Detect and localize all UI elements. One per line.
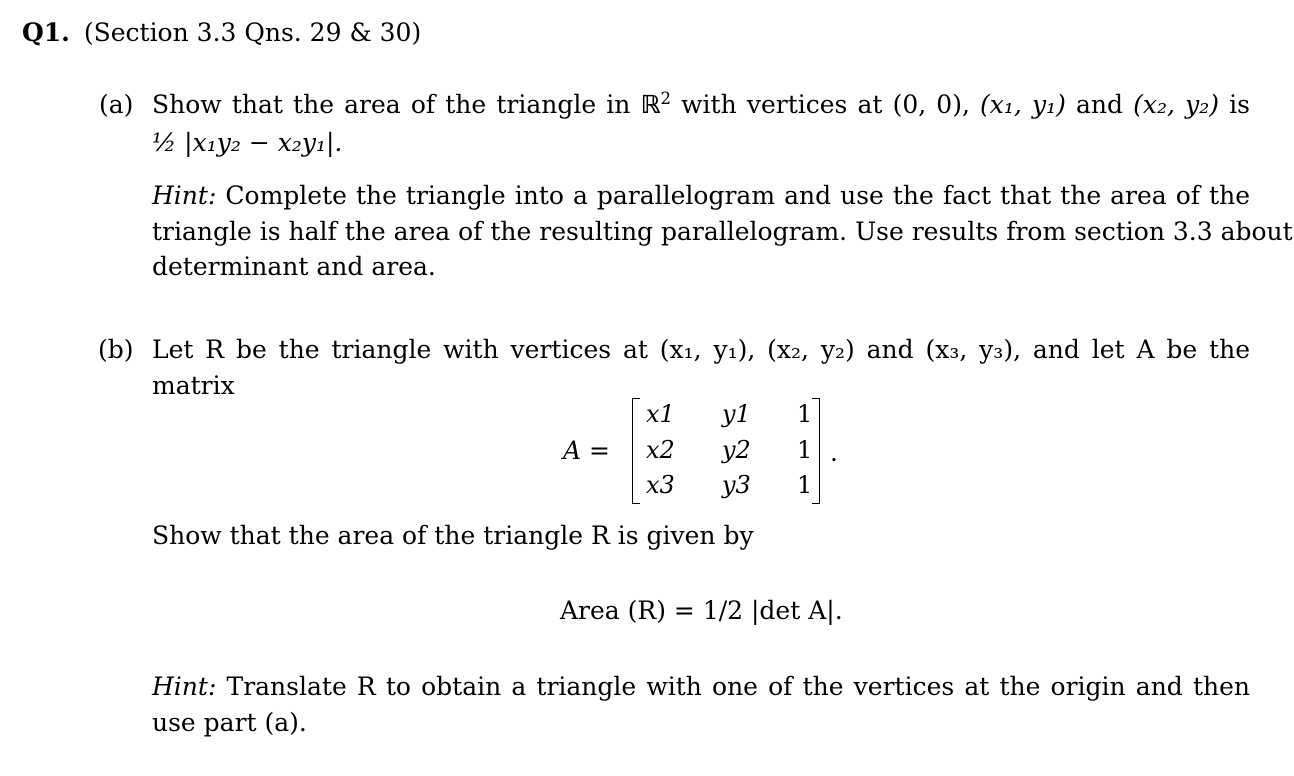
matrix-cell: x3 bbox=[646, 471, 675, 499]
word: in bbox=[606, 90, 631, 119]
word: area bbox=[344, 90, 401, 119]
word: Show bbox=[152, 90, 222, 119]
part-b-statement-line: Let R be the triangle with vertices at (x₁, y₁), (x₂, y₂) and (x₃, y₃), and let A be the bbox=[152, 335, 1250, 364]
part-b-hint-line: use part (a). bbox=[152, 708, 307, 737]
word: and bbox=[1076, 90, 1124, 119]
question-source: (Section 3.3 Qns. 29 & 30) bbox=[83, 18, 422, 47]
matrix-left-bracket bbox=[632, 398, 640, 504]
hint-label: Hint: bbox=[152, 672, 217, 701]
vertex-x2y2: (x₂, y₂) bbox=[1133, 90, 1219, 119]
hint-label: Hint: bbox=[152, 181, 217, 210]
word: triangle bbox=[496, 90, 597, 119]
word: of bbox=[410, 90, 436, 119]
part-a-hint-line: triangle is half the area of the resulting parallelogram. Use results from section 3.3 about bbox=[152, 217, 1293, 246]
word: with bbox=[681, 90, 737, 119]
hint-text: Translate R to obtain a triangle with one of the vertices at the origin and then bbox=[226, 672, 1250, 701]
matrix-period: . bbox=[830, 438, 838, 467]
word: at bbox=[857, 90, 883, 119]
matrix-cell: 1 bbox=[797, 471, 813, 499]
part-a-hint-line bbox=[152, 181, 1250, 210]
matrix-cell: y3 bbox=[722, 471, 751, 499]
matrix-cell: x1 bbox=[646, 400, 675, 428]
matrix-lhs: A = bbox=[563, 436, 610, 465]
word: that bbox=[231, 90, 283, 119]
word: vertices bbox=[746, 90, 848, 119]
part-b-label: (b) bbox=[98, 335, 134, 364]
part-a-statement-line bbox=[152, 90, 1250, 119]
hint-text: Complete the triangle into a parallelogram and use the fact that the area of the bbox=[225, 181, 1250, 210]
real-plane-symbol: ℝ$^2$ bbox=[640, 88, 672, 119]
word: the bbox=[445, 90, 487, 119]
matrix-cell: x2 bbox=[646, 436, 675, 464]
part-a-label: (a) bbox=[99, 90, 134, 119]
matrix-cell: y1 bbox=[722, 400, 751, 428]
part-b-hint-line bbox=[152, 672, 1250, 701]
part-b-show-text: Show that the area of the triangle R is given by bbox=[152, 521, 754, 550]
question-label: Q1. bbox=[22, 18, 70, 47]
matrix-cell: 1 bbox=[797, 400, 813, 428]
question-heading bbox=[22, 18, 421, 47]
part-a-hint-line: determinant and area. bbox=[152, 252, 436, 281]
word: is bbox=[1229, 90, 1250, 119]
matrix-A bbox=[640, 398, 820, 504]
vertex-x1y1: (x₁, y₁) bbox=[980, 90, 1066, 119]
word: the bbox=[293, 90, 334, 119]
area-formula: Area (R) = 1/2 |det A|. bbox=[560, 596, 843, 625]
matrix-cell: 1 bbox=[797, 436, 813, 464]
part-b-statement-line: matrix bbox=[152, 371, 235, 400]
matrix-cell: y2 bbox=[722, 436, 751, 464]
part-a-area-formula: ½ |x₁y₂ − x₂y₁|. bbox=[152, 128, 343, 157]
word: (0, 0), bbox=[892, 90, 970, 119]
